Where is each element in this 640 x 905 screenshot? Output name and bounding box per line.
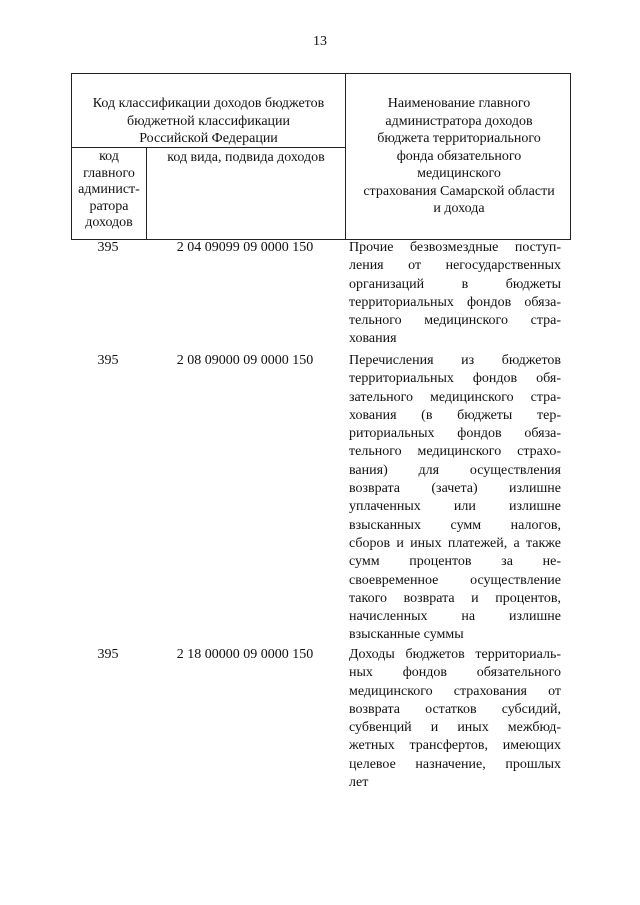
income-name-line: риториальных фондов обяза-	[349, 426, 561, 442]
income-name-line: медицинского страхования от	[349, 683, 561, 699]
header-line: фонда обязательного	[396, 148, 522, 164]
income-name-line: взысканных сумм налогов,	[349, 517, 561, 533]
admin-code: 395	[97, 240, 119, 255]
header-line: Российской Федерации	[139, 131, 278, 146]
header-classification-code-title	[72, 95, 345, 148]
income-name-line: уплаченных или излишне	[349, 499, 561, 515]
income-name-line: такого возврата и процентов,	[349, 590, 561, 606]
header-income-type-code: код вида, подвида доходов	[167, 150, 325, 165]
income-name-line: территориальных фондов обя-	[349, 371, 561, 387]
income-name-line: возврата (зачета) излишне	[349, 481, 561, 497]
admin-code: 395	[97, 353, 119, 368]
header-line: администратора доходов	[385, 113, 533, 129]
income-name-line: сборов и иных платежей, а также	[349, 535, 561, 551]
income-name-line: взысканные суммы	[349, 627, 464, 643]
header-administrator-name-title	[346, 95, 572, 218]
income-name-line: тельного медицинского стра-	[349, 313, 561, 329]
income-name	[349, 352, 561, 645]
income-name-line: хования	[349, 331, 397, 347]
income-name-line: возврата остатков субсидий,	[349, 701, 561, 717]
header-line: бюджетной классификации	[126, 113, 291, 129]
header-line: админист-	[78, 182, 140, 197]
income-name	[349, 239, 561, 349]
income-name-line: целевое назначение, прошлых	[349, 756, 561, 772]
income-name-line: жетных трансфертов, имеющих	[349, 738, 561, 754]
income-name-line: сумм процентов за не-	[349, 554, 561, 570]
admin-code: 395	[97, 647, 119, 662]
header-line: доходов	[85, 215, 133, 230]
header-line: главного	[83, 165, 135, 181]
income-code: 2 08 09000 09 0000 150	[176, 353, 314, 368]
header-line: и дохода	[433, 201, 485, 216]
income-name-line: лет	[349, 775, 369, 791]
header-admin-code	[72, 149, 146, 232]
header-line: ратора	[89, 198, 129, 214]
income-code: 2 18 00000 09 0000 150	[176, 647, 314, 662]
page-number: 13	[313, 34, 327, 49]
income-name-line: территориальных фондов обяза-	[349, 294, 561, 310]
header-line: Код классификации доходов бюджетов	[92, 96, 325, 111]
income-name-line: ления от негосударственных	[349, 258, 561, 274]
header-line: страхования Самарской области	[363, 183, 555, 199]
header-line: медицинского	[417, 166, 501, 181]
header-line: код	[99, 149, 119, 164]
income-name-line: тельного медицинского страхо-	[349, 444, 561, 460]
header-line: бюджета территориального	[377, 131, 541, 146]
income-name	[349, 646, 561, 792]
income-name-line: зательного медицинского стра-	[349, 389, 561, 405]
income-name-line: начисленных на излишне	[349, 609, 561, 625]
income-name-line: хования (в бюджеты тер-	[349, 407, 561, 423]
income-name-line: Перечисления из бюджетов	[349, 353, 561, 368]
header-line: Наименование главного	[387, 96, 531, 111]
income-name-line: Прочие безвозмездные поступ-	[349, 240, 561, 255]
income-name-line: субвенций и иных межбюд-	[349, 720, 561, 736]
income-name-line: ных фондов обязательного	[349, 665, 561, 681]
income-name-line: организаций в бюджеты	[349, 276, 561, 292]
income-name-line: Доходы бюджетов территориаль-	[349, 647, 561, 662]
income-code: 2 04 09099 09 0000 150	[176, 240, 314, 255]
table-header	[71, 73, 571, 240]
income-name-line: своевременное осуществление	[349, 572, 561, 588]
income-name-line: вания) для осуществления	[349, 462, 561, 478]
